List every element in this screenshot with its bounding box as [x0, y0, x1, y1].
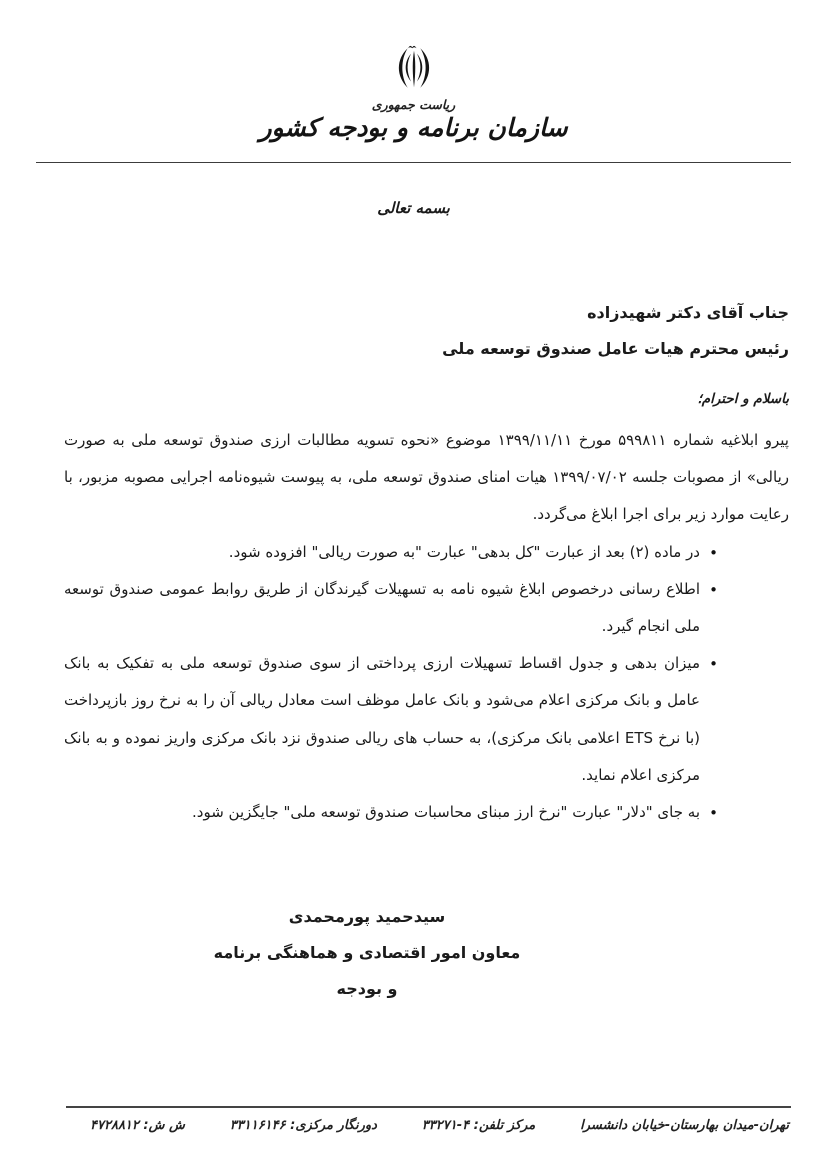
- directive-item-3: • میزان بدهی و جدول اقساط تسهیلات ارزی پرداختی از سوی صندوق توسعه ملی به تفکیک به بانک عامل و بانک مرکزی اعلام می‌شود و بانک عامل موظف است معادل ریالی آن را به نرخ روز بازپرداخت (با نرخ ETS اعلامی بانک مرکزی)، به حساب های ریالی صندوق نزد بانک مرکزی واریز نموده و به بانک مرکزی اعلام نماید.: [64, 645, 714, 794]
- directives-list: [64, 534, 714, 832]
- header-divider: [36, 162, 791, 163]
- directive-item-2: • اطلاع رسانی درخصوص ابلاغ شیوه نامه به تسهیلات گیرندگان از طریق روابط عمومی صندوق توسعه ملی انجام گیرد.: [64, 571, 714, 645]
- footer-divider: [66, 1106, 791, 1108]
- iran-emblem-icon: [0, 42, 827, 94]
- signer-title-line2: و بودجه: [336, 979, 398, 999]
- recipient-title: رئیس محترم هیات عامل صندوق توسعه ملی: [442, 339, 789, 358]
- presidency-label: ریاست جمهوری: [371, 97, 456, 112]
- signer-name: سیدحمید پورمحمدی: [288, 907, 446, 927]
- footer-registry: ش ش: ۴۷۲۸۸۱۲: [90, 1118, 185, 1133]
- signer-title-line1: معاون امور اقتصادی و هماهنگی برنامه: [213, 943, 521, 963]
- footer-phone: مرکز تلفن: ۴-۳۳۲۷۱: [421, 1118, 536, 1133]
- signature-block: [197, 899, 537, 1007]
- recipient-name: جناب آقای دکتر شهیدزاده: [587, 303, 789, 322]
- organization-name: سازمان برنامه و بودجه کشور: [259, 113, 568, 142]
- footer-contact-row: [90, 1118, 789, 1133]
- directive-item-4: • به جای "دلار" عبارت "نرخ ارز مبنای محاسبات صندوق توسعه ملی" جایگزین شود.: [64, 794, 714, 831]
- page-footer: [0, 1106, 827, 1133]
- footer-address: تهران-میدان بهارستان-خیابان دانشسرا: [580, 1118, 789, 1133]
- salutation: باسلام و احترام؛: [697, 391, 789, 407]
- body-paragraph: پیرو ابلاغیه شماره ۵۹۹۸۱۱ مورخ ۱۳۹۹/۱۱/۱۱ موضوع «نحوه تسویه مطالبات ارزی صندوق توسعه ملی به صورت ریالی» از مصوبات جلسه ۱۳۹۹/۰۷/۰۲ هیات امنای صندوق توسعه ملی، به پیوست شیوه‌نامه اجرایی مصوبه مزبور، با رعایت موارد زیر برای اجرا ابلاغ می‌گردد.: [64, 431, 789, 524]
- directive-item-1: • در ماده (۲) بعد از عبارت "کل بدهی" عبارت "به صورت ریالی" افزوده شود.: [64, 534, 714, 571]
- besmele: بسمه تعالی: [377, 199, 450, 217]
- footer-fax: دورنگار مرکزی: ۳۳۱۱۶۱۴۶: [229, 1118, 377, 1133]
- letterhead: [0, 0, 827, 142]
- recipient-block: [0, 295, 789, 367]
